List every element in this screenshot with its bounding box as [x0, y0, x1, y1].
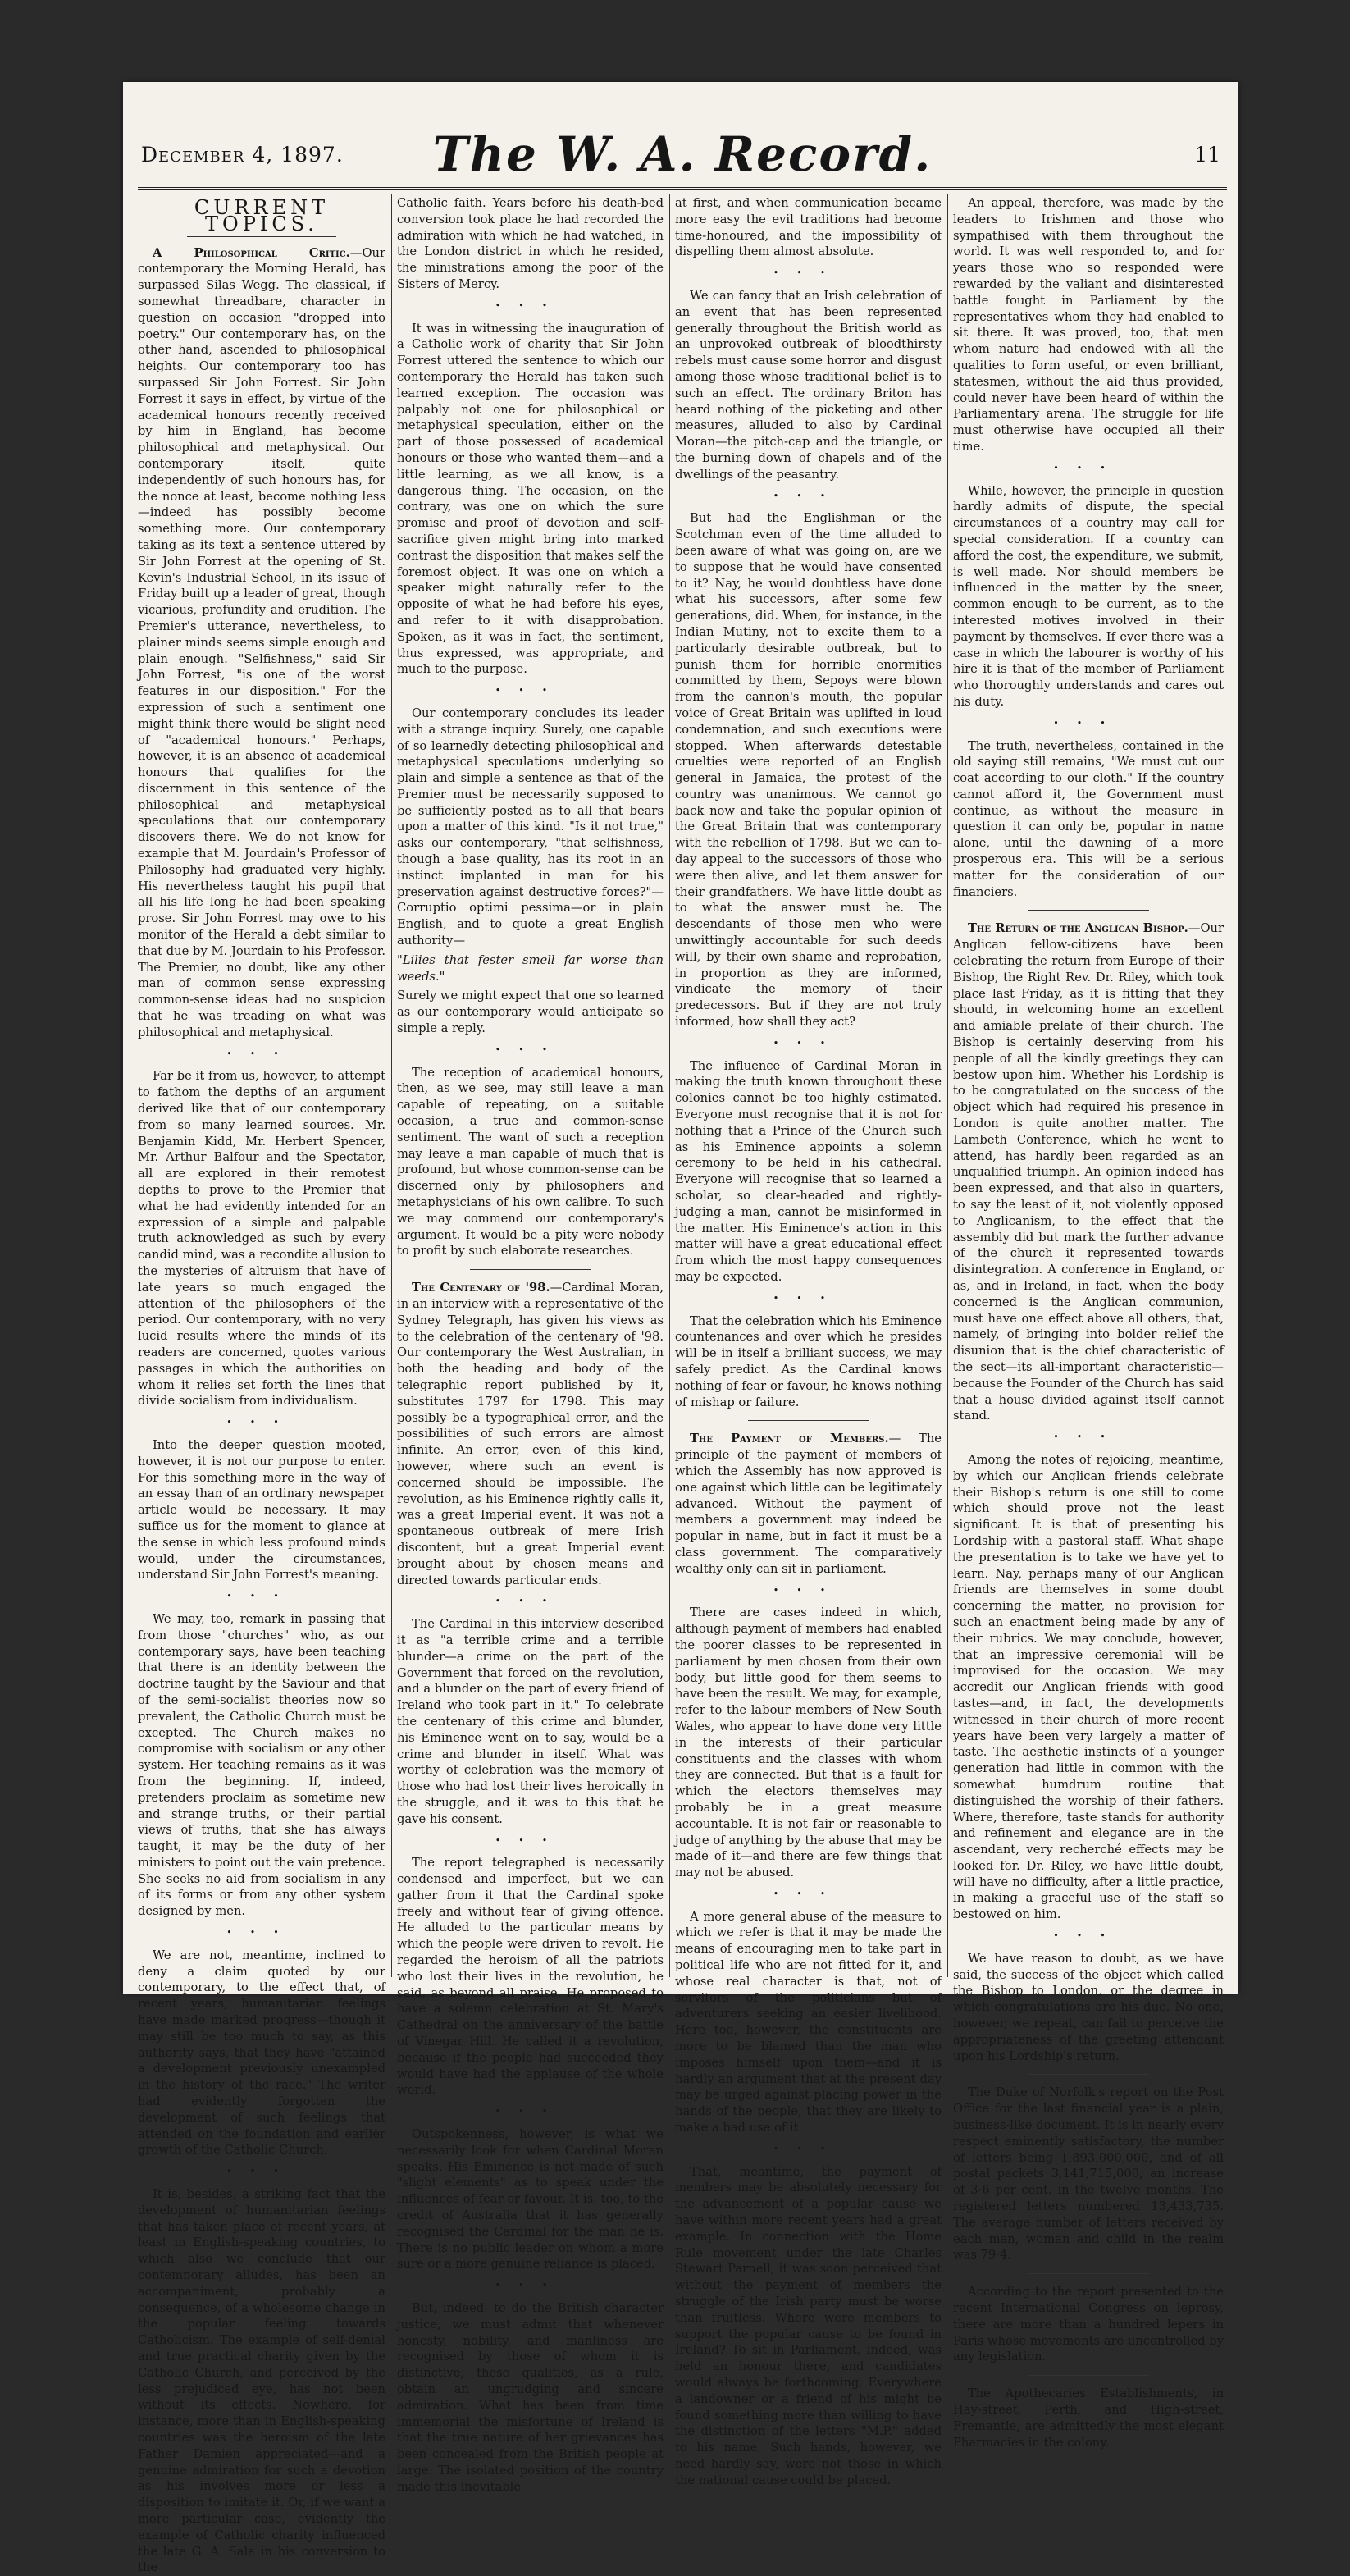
paragraph-text: — The principle of the payment of members of which the Assembly has now approved is one against which little can be legitimately advanced. Without the payment of members a government may indeed be popular in name, but in fact it must be a class government. The comparatively wealthy only can sit in parliament. — [675, 1432, 942, 1576]
article-paragraph — [675, 1431, 942, 1577]
article-paragraph: We can fancy that an Irish celebration of an event that has been represented generally throughout the British world as an unprovoked outbreak of bloodthirsty rebels must cause some horror and disgust among those whose traditional belief is to such an effect. The ordinary Briton has heard nothing of the picketing and other measures, alluded to also by Cardinal Moran—the pitch-cap and the triangle, or the burning down of chapels and of the dwellings of the peasantry. — [675, 288, 942, 482]
issue-date: December 4, 1897. — [141, 143, 344, 167]
column-divider — [669, 194, 670, 1977]
article-paragraph: An appeal, therefore, was made by the leaders to Irishmen and those who sympathised with them throughout the world. It was well responded to, and for years those who so responded were rewarded by the valiant and disinterested battle fought in Parliament by the representatives whom they had enabled to sit there. It was proved, too, that men whom nature had endowed with all the qualities to form useful, or even brilliant, statesmen, without the aid thus provided, could never have been heard of within the Parliamentary arena. The struggle for life must otherwise have occupied all their time. — [953, 196, 1224, 454]
article-lead: A Philosophical Critic. — [153, 245, 350, 260]
article-paragraph: It was in witnessing the inauguration of a Catholic work of charity that Sir John Forrest uttered the sentence to which our contemporary the Herald has taken such learned exception. The occasion was palpably not one for philosophical or metaphysical speculation, either on the part of those possessed of academical honours or those who wanted them—and a little learning, as we all know, is a dangerous thing. The occasion, on the contrary, was one on which the sure promise and proof of devotion and self-sacrifice given might bring into marked contrast the disposition that makes self the foremost object. It was one on which a speaker might naturally refer to the opposite of what he had before his eyes, and refer to it with disapprobation. Spoken, as it was in fact, the sentiment, thus expressed, was appropriate, and much to the purpose. — [397, 321, 664, 677]
paragraph-text: —Our Anglican fellow-citizens have been celebrating the return from Europe of their Bishop, the Right Rev. Dr. Riley, which took place last Friday, as it is fitting that they should, in welcoming home an excellent and amiable prelate of their church. The Bishop is certainly deserving from his people of all the kindly greetings they can bestow upon him. Whether his Lordship is to be congratulated on the success of the object which had required his presence in London is quite another matter. The Lambeth Conference, which he went to attend, has hardly been regarded as an unqualified triumph. An opinion indeed has been expressed, and that also in quarters, to say the least of it, not violently opposed to Anglicanism, to the effect that the assembly did but mark the further advance of the church it represented towards disintegration. A conference in England, or as, and in Ireland, in fact, when the body concerned is the Anglican communion, must have one effect above all others, that, namely, of bringing into bolder relief the disunion that is the chief characteristic of the sect—its all-important characteristic—because the Founder of the Church has said that a house divided against itself cannot stand. — [953, 921, 1224, 1423]
article-paragraph: at first, and when communication became more easy the evil traditions had become time-honoured, and the impossibility of dispelling them almost absolute. — [675, 196, 942, 259]
heading-rule — [187, 236, 335, 237]
column-2 — [397, 195, 664, 2494]
section-stars: ••• — [1053, 717, 1124, 728]
section-stars: ••• — [495, 1044, 566, 1055]
section-stars: ••• — [495, 2280, 566, 2291]
article-paragraph: Our contemporary concludes its leader with a strange inquiry. Surely, one capable of so learnedly detecting philosophical and metaphysical speculations underlying so plain and simple a sentence as that of the Premier must be necessarily supposed to be sufficiently posted as to all that bears upon a matter of this kind. "Is it not true," asks our contemporary, "that selfishness, though a base quality, has its root in an instinct implanted in man for his preservation against destructive forces?"—Corruptio optimi pessima—or in plain English, and to quote a great English authority— — [397, 706, 664, 948]
article-lead: The Return of the Anglican Bishop. — [968, 921, 1188, 936]
section-stars: ••• — [495, 1834, 566, 1846]
article-paragraph: Among the notes of rejoicing, meantime, by which our Anglican friends celebrate their Bishop's return is one still to come which should prove not the least significant. It is that of presenting his Lordship with a pastoral staff. What shape the presentation is to take we have yet to learn. Nay, perhaps many of our Anglican friends are themselves in some doubt concerning the matter, no provision for such an enactment being made by any of their rubrics. We may conclude, however, that an impressive ceremonial will be improvised for the occasion. We may accredit our Anglican friends with good tastes—and, in fact, the developments witnessed in their church of more recent years have been very largely a matter of taste. The aesthetic instincts of a younger generation had little in common with the somewhat humdrum routine that distinguished the worship of their fathers. Where, therefore, taste stands for authority and refinement and elegance are in the ascendant, very recherché effects may be looked for. Dr. Riley, we have little doubt, will have no difficulty, after a little practice, in making a graceful use of the staff so bestowed on him. — [953, 1452, 1224, 1922]
article-paragraph: The Duke of Norfolk's report on the Post Office for the last financial year is a plain, business-like document. It is in nearly every respect eminently satisfactory, the number of letters being 1,893,000,000, and of all postal packets 3,141,715,000, an increase of 3·6 per cent. in the twelve months. The registered letters numbered 13,433,735. The average number of letters received by each man, woman and child in the realm was 79·4. — [953, 2085, 1224, 2263]
column-divider — [391, 194, 392, 1977]
article-paragraph: It is, besides, a striking fact that the development of humanitarian feelings that has taken place of recent years, at least in English-speaking countries, to which also we conclude that our contemporary alludes, has been an accompaniment, probably a consequence, of a wholesome change in the popular feeling towards Catholicism. The example of self-denial and true practical charity given by the Catholic Church, and perceived by the less prejudiced eye, has not been without its effects. Nowhere, for instance, more than in English-speaking countries was the heroism of the late Father Damien appreciated—and a genuine admiration for such a devotion as his involves more or less a disposition to imitate it. Or, if we want a more particular case, evidently the example of Catholic charity influenced the late G. A. Sala in his conversion to the — [138, 2187, 385, 2575]
article-paragraph — [138, 245, 385, 1041]
article-paragraph: There are cases indeed in which, although payment of members had enabled the poorer classes to be represented in parliament by men chosen from their own body, but little good for them seems to have been the result. We may, for example, refer to the labour members of New South Wales, who appear to have done very little in the interests of their particular constituents and the classes with whom they are connected. But that is a fault for which the electors themselves may probably be in a great measure accountable. It is not fair or reasonable to judge of anything by the abuse that may be made of it—and there are few things that may not be abused. — [675, 1605, 942, 1880]
section-stars: ••• — [773, 1584, 844, 1596]
masthead-rule — [138, 187, 1227, 192]
article-paragraph: That the celebration which his Eminence countenances and over which he presides will be in itself a brilliant success, we may safely predict. As the Cardinal knows nothing of fear or favour, he knows nothing of mishap or failure. — [675, 1313, 942, 1409]
article-paragraph: Into the deeper question mooted, however, it is not our purpose to enter. For this something more in the way of an essay than of an ordinary newspaper article would be necessary. It may suffice us for the moment to glance at the sense in which less profound minds would, under the circumstances, understand Sir John Forrest's meaning. — [138, 1437, 385, 1583]
section-stars: ••• — [495, 299, 566, 311]
section-stars: ••• — [495, 2106, 566, 2117]
section-stars: ••• — [495, 1596, 566, 1607]
masthead — [141, 126, 1224, 187]
article-paragraph: The influence of Cardinal Moran in making the truth known throughout these colonies cannot be too highly estimated. Everyone must recognise that it is not for nothing that a Prince of the Church such as his Eminence appoints a solemn ceremony to be held in his cathedral. Everyone will recognise that so learned a scholar, so clear-headed and rightly-judging a man, cannot be misinformed in the matter. His Eminence's action in this matter will have a great educational effect from which the most happy consequences may be expected. — [675, 1058, 942, 1284]
article-paragraph: We have reason to doubt, as we have said, the success of the object which called the Bishop to London, or the degree in which congratulations are his due. No one, however, we repeat, can fail to perceive the appropriateness of the greeting attendant upon his Lordship's return. — [953, 1951, 1224, 2063]
article-paragraph: The report telegraphed is necessarily condensed and imperfect, but we can gather from it that the Cardinal spoke freely and without fear of giving offence. He alluded to the particular means by which the people were driven to revolt. He regarded the heroism of all the patriots who lost their lives in the revolution, he said, as beyond all praise. He proposed to have a solemn celebration at St. Mary's Cathedral on the anniversary of the battle of Vinegar Hill. He called it a revolution, because if the people had succeeded they would have had the applause of the whole world. — [397, 1856, 664, 2098]
article-paragraph: But, indeed, to do the British character justice, we must admit that whenever honesty, nobility, and manliness are recognised by those of whom it is distinctive, these qualities, as a rule, obtain an ungrudging and sincere admiration. What has been from time immemorial the misfortune of Ireland is that the true nature of her grievances has been concealed from the British people at large. The isolated position of the country made this inevitable — [397, 2301, 664, 2494]
article-paragraph: A more general abuse of the measure to which we refer is that it may be made the means of encouraging men to take part in political life who are not fitted for it, and whose real character is that, not of servitors of the politicians but of adventurers seeking an easier livelihood. Here too, however, the constituents are more to be blamed than the man who imposes himself upon them—and it is hardly an argument that at the present day may be urged against placing power in the hands of the people, that they are likely to make a bad use of it. — [675, 1909, 942, 2135]
article-paragraph: While, however, the principle in question hardly admits of dispute, the special circumstances of a country may call for special consideration. If a country can afford the cost, the expenditure, we submit, is well made. Nor should members be influenced in the matter by the sneer, common enough to be current, as to the interested motives involved in their payment by themselves. If ever there was a case in which the labourer is worthy of his hire it is that of the member of Parliament who thoroughly understands and cares out his duty. — [953, 483, 1224, 709]
section-stars: ••• — [773, 490, 844, 501]
article-paragraph: The Apothecaries Establishments, in Hay-street, Perth, and High-street, Fremantle, are admittedly the most elegant Pharmacies in the colony. — [953, 2386, 1224, 2450]
article-paragraph: Outspokenness, however, is what we necessarily look for when Cardinal Moran speaks. His Eminence is not made of such "slight elements" as to speak under the influences of fear or favour. It is, too, to the credit of Australia that it has generally recognised the Cardinal for the man he is. There is no public leader on whom a more sure or a more genuine reliance is placed. — [397, 2127, 664, 2272]
article-paragraph: The reception of academical honours, then, as we see, may still leave a man capable of repeating, on a suitable occasion, a true and common-sense sentiment. The want of such a reception may leave a man capable of much that is profound, but whose common-sense can be discerned only by philosophers and metaphysicians of his own calibre. To such we may commend our contemporary's argument. It would be a pity were nobody to profit by such elaborate researches. — [397, 1065, 664, 1258]
paragraph-text: —Our contemporary the Morning Herald, has surpassed Silas Wegg. The classical, if somewhat threadbare, character in question on occasion "dropped into poetry." Our contemporary has, on the other hand, ascended to philosophical heights. Our contemporary too has surpassed Sir John Forrest. Sir John Forrest it says in effect, by virtue of the academical honours recently received by him in England, has become philosophical and metaphysical. Our contemporary itself, quite independently of such honours has, for the nonce at least, become nothing less—indeed has possibly become something more. Our contemporary taking as its text a sentence uttered by Sir John Forrest at the opening of St. Kevin's Industrial School, in its issue of Friday built up a leader of great, though vicarious, profundity and erudition. The Premier's utterance, nevertheless, to plainer minds seems simple enough and plain enough. "Selfishness," said Sir John Forrest, "is one of the worst features in our disposition." For the expression of such a sentiment one might think there would be slight need of "academical honours." Perhaps, however, it is an absence of academical honours that qualifies for the discernment in this sentence of the philosophical and metaphysical speculations that our contemporary discovers there. We do not know for example that M. Jourdain's Professor of Philosophy had graduated very highly. His nevertheless taught his pupil that all his life long he had been speaking prose. Sir John Forrest may owe to his monitor of the Herald a debt similar to that due by M. Jourdain to his Professor. The Premier, no doubt, like any other man of common sense expressing common-sense ideas had no suspicion that he was treading on what was philosophical and metaphysical. — [138, 245, 385, 1039]
section-stars: ••• — [226, 1927, 297, 1939]
section-stars: ••• — [226, 1417, 297, 1428]
article-paragraph: According to the report presented to the recent International Congress on leprosy, there are more than a hundred lepers in Paris whose movements are uncontrolled by any legislation. — [953, 2285, 1224, 2364]
section-stars: ••• — [226, 1048, 297, 1059]
section-rule — [1028, 2375, 1150, 2376]
section-stars: ••• — [1053, 1432, 1124, 1443]
newspaper-page — [123, 82, 1238, 2575]
article-paragraph: We may, too, remark in passing that from those "churches" who, as our contemporary says, have been teaching that there is an identity between the doctrine taught by the Saviour and that of the semi-socialist theories now so prevalent, the Catholic Church must be excepted. The Church makes no compromise with socialism or any other system. Her teaching remains as it was from the beginning. If, indeed, pretenders proclaim as sometime new and strange truths, or their partial views of truths, that she has always taught, it may be the duty of her ministers to point out the vain pretence. She seeks no aid from socialism in any of its forms or from any other system designed by men. — [138, 1611, 385, 1919]
article-paragraph: We are not, meantime, inclined to deny a claim quoted by our contemporary, to the effect that, of recent years, humanitarian feelings have made marked progress—though it may still be too much to say, as this authority says, that they have "attained a development previously unexampled in the history of the race." The writer had evidently forgotten the development of such feelings that attended on the foundation and earlier growth of the Catholic Church. — [138, 1948, 385, 2158]
page-number: 11 — [1194, 143, 1220, 167]
article-lead: The Centenary of '98. — [412, 1281, 550, 1295]
article-paragraph: But had the Englishman or the Scotchman even of the time alluded to been aware of what was going on, are we to suppose that he would have consented to it? Nay, he would doubtless have done what his successors, after some few generations, did. When, for instance, in the Indian Mutiny, not to excite them to a particularly desirable outbreak, but to punish them for horrible enormities committed by them, Sepoys were blown from the cannon's mouth, the popular voice of Great Britain was uplifted in loud condemnation, and such executions were stopped. When afterwards detestable cruelties were reported of an English general in Jamaica, the protest of the country was unanimous. We cannot go back now and take the popular opinion of the Great Britain that was contemporary with the rebellion of 1798. But we can to-day appeal to the successors of those who were then alive, and let them answer for their grandfathers. We have little doubt as to what the answer must be. The descendants of those men who were unwittingly accountable for such deeds will, by their own shame and reprobation, in proportion as they are informed, vindicate the memory of their predecessors. But if they are not truly informed, how shall they act? — [675, 511, 942, 1030]
section-rule — [470, 1269, 590, 1270]
article-paragraph: Catholic faith. Years before his death-bed conversion took place he had recorded the admiration with which he had watched, in the London district in which he resided, the ministrations among the poor of the Sisters of Mercy. — [397, 196, 664, 291]
section-rule — [748, 1420, 868, 1421]
section-stars: ••• — [1053, 1930, 1124, 1942]
section-stars: ••• — [226, 1591, 297, 1602]
column-4 — [953, 195, 1224, 2450]
article-paragraph — [953, 920, 1224, 1424]
quotation: "Lilies that fester smell far worse than weeds." — [397, 952, 664, 984]
article-paragraph: The truth, nevertheless, contained in the old saying still remains, "We must cut our coat according to our cloth." If the country cannot afford it, the Government must continue, as without the measure in question it can only be, popular in name alone, until the dawning of a more prosperous era. This will be a serious matter for the consideration of our financiers. — [953, 738, 1224, 899]
article-paragraph: Surely we might expect that one so learned as our contemporary would anticipate so simple a reply. — [397, 989, 664, 1036]
paragraph-text: —Cardinal Moran, in an interview with a representative of the Sydney Telegraph, has given his views as to the celebration of the centenary of '98. Our contemporary the West Australian, in both the heading and body of the telegraphic report published by it, substitutes 1797 for 1798. This may possibly be a typographical error, and the possibilities of such errors are almost infinite. An error, even of this kind, however, where such an event is concerned should be impossible. The revolution, as his Eminence rightly calls it, was a great Imperial event. It was not a spontaneous outbreak of mere Irish discontent, but a great Imperial event brought about by chosen means and directed towards particular ends. — [397, 1281, 664, 1587]
section-stars: ••• — [1053, 462, 1124, 473]
section-stars: ••• — [773, 1292, 844, 1304]
article-paragraph — [397, 1280, 664, 1588]
section-rule — [1028, 2273, 1150, 2274]
section-rule — [1028, 910, 1150, 911]
section-stars: ••• — [226, 2166, 297, 2177]
section-stars: ••• — [495, 685, 566, 697]
section-stars: ••• — [773, 2143, 844, 2154]
column-1 — [138, 195, 385, 2575]
newspaper-title: The W. A. Record. — [432, 126, 933, 182]
section-stars: ••• — [773, 1037, 844, 1048]
column-divider — [947, 194, 948, 1977]
section-stars: ••• — [773, 267, 844, 279]
section-rule — [1028, 2074, 1150, 2075]
section-heading: CURRENT TOPICS. — [194, 196, 330, 235]
article-paragraph: Far be it from us, however, to attempt to fathom the depths of an argument derived like that of our contemporary from so many learned sources. Mr. Benjamin Kidd, Mr. Herbert Spencer, Mr. Arthur Balfour and the Spectator, all are explored in their remotest depths to prove to the Premier that what he had evidently intended for an expression of a simple and palpable truth acknowledged as such by every candid mind, was a recondite allusion to the mysteries of altruism that have of late years so much engaged the attention of the philosophers of the period. Our contemporary, with no very lucid results where the minds of its readers are concerned, quotes various passages in which the authorities on whom it relies set forth the lines that divide socialism from individualism. — [138, 1069, 385, 1409]
article-paragraph: That, meantime, the payment of members may be absolutely necessary for the advancement of a popular cause we have within more recent years had a great example. In connection with the Home Rule movement under the late Charles Stewart Parnell, it was soon perceived that without the payment of members the struggle of the Irish party must be worse than fruitless. Where were members to support the popular cause to be found in Ireland? To sit in Parliament, indeed, was held an honour there, and candidates would always be forthcoming. Everywhere a landowner or a friend of his might be found something more than willing to have the distinction of the letters "M.P." added to his name. Such hands, however, we need hardly say, were not those in which the national cause could be placed. — [675, 2164, 942, 2487]
article-paragraph: The Cardinal in this interview described it as "a terrible crime and a terrible blunder—a crime on the part of the Government that forced on the revolution, and a blunder on the part of every friend of Ireland who took part in it." To celebrate the centenary of this crime and blunder, his Eminence went on to say, would be a crime and blunder in itself. What was worthy of celebration was the memory of those who had lost their lives heroically in the struggle, and it was to this that he gave his consent. — [397, 1617, 664, 1826]
section-stars: ••• — [773, 1888, 844, 1899]
column-3 — [675, 195, 942, 2487]
article-lead: The Payment of Members. — [690, 1432, 889, 1446]
